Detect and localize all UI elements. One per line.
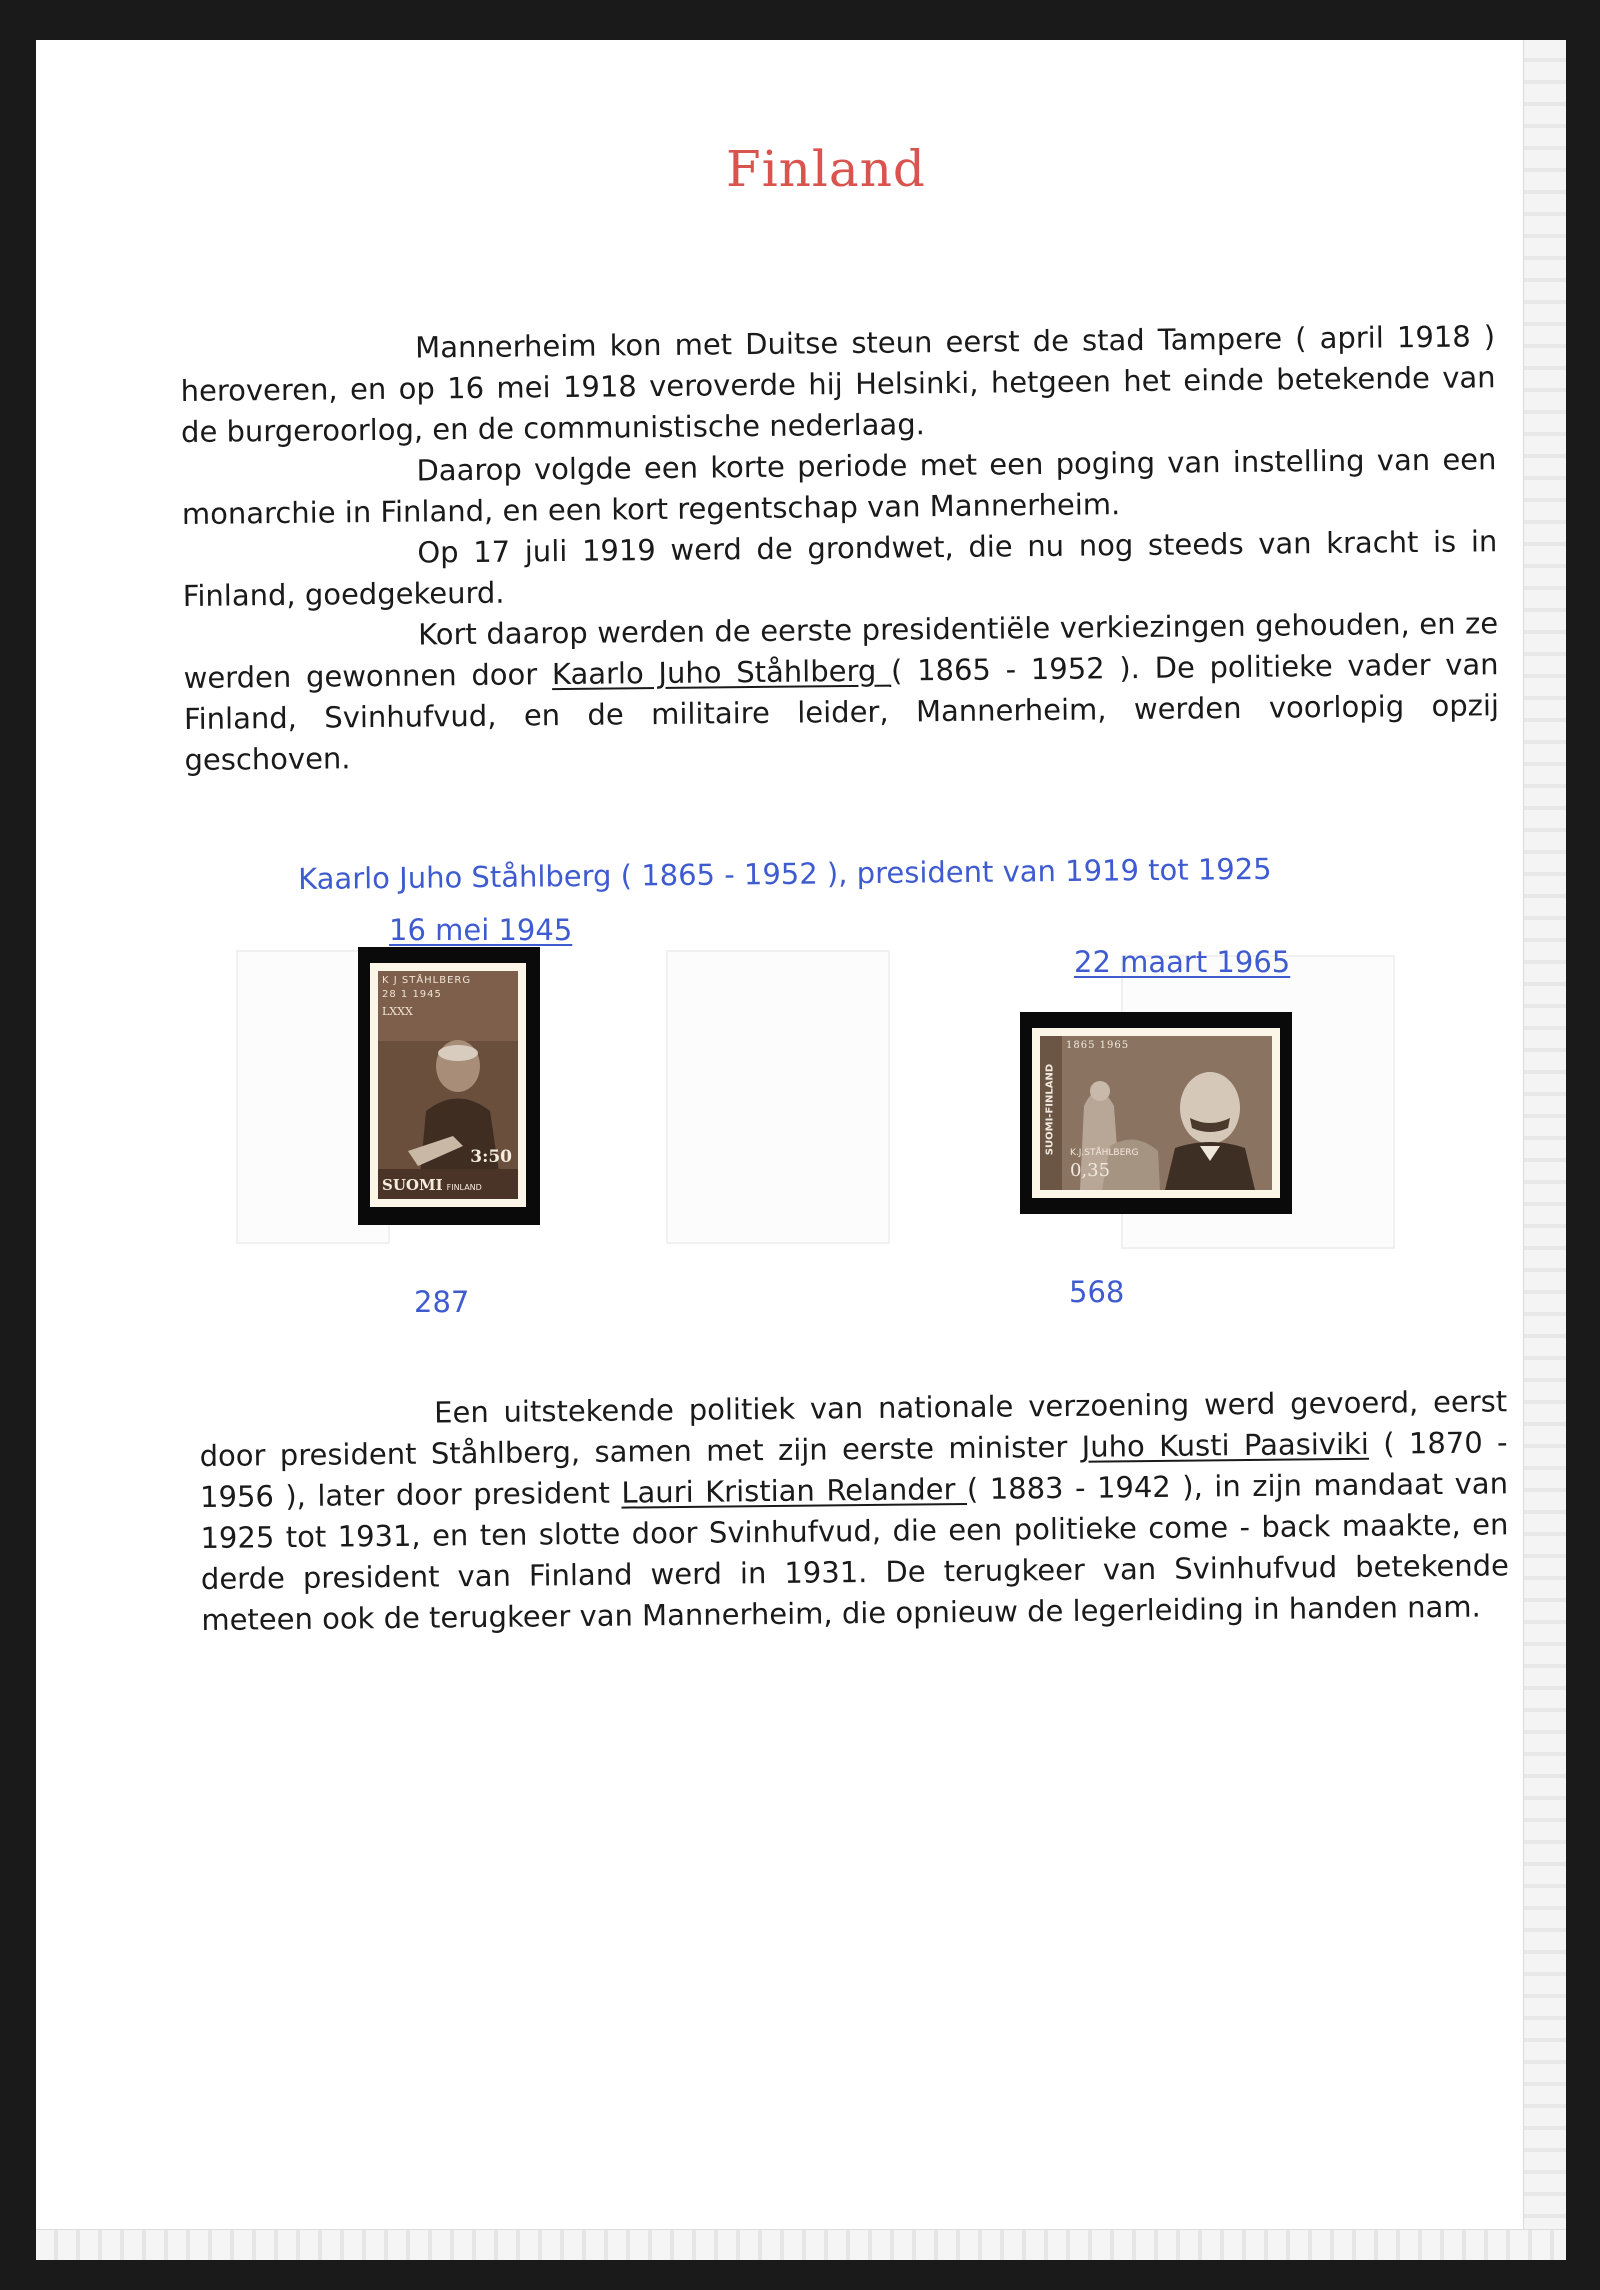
stamp-1-catalog-number: 287 xyxy=(414,1285,470,1319)
person-name: Lauri Kristian Relander xyxy=(621,1471,968,1510)
stamp-2-date: 22 maart 1965 xyxy=(1074,945,1291,979)
stamp-value: 0,35 xyxy=(1070,1160,1111,1181)
stamp-value: 3:50 xyxy=(470,1147,512,1167)
stamp-country xyxy=(382,1176,482,1195)
paragraph xyxy=(183,603,1500,781)
paragraph-text: Een uitstekende politiek van nationale verzoening werd gevoerd, eerst door president Ståhlberg, samen met zijn eerste minister xyxy=(199,1384,1508,1473)
closing-text xyxy=(199,1381,1510,1641)
stamp-years: 1865 1965 xyxy=(1066,1040,1130,1051)
stamp-country-suomi: SUOMI xyxy=(382,1176,443,1194)
paragraph: Op 17 juli 1919 werd de grondwet, die nu nog steeds van kracht is in Finland, goedgekeurd. xyxy=(182,524,1498,613)
stamp-mount xyxy=(1020,1012,1292,1214)
stamp-mount xyxy=(358,947,540,1225)
paragraph-text: ( 1883 - 1942 ), in zijn mandaat van 1925 tot 1931, en ten slotte door Svinhufvud, die een politieke come - back maakte, en derde president van Finland werd in 1931. De terugkeer van Svinhufvud betekende meteen ook de terugkeer van Mannerheim, die opnieuw de legerleiding in handen nam. xyxy=(200,1466,1510,1637)
stamp-text-name: K J STÅHLBERG xyxy=(382,975,472,986)
stamp-1965-stahlberg xyxy=(1032,1028,1280,1198)
stamp-text-roman: LXXX xyxy=(382,1005,413,1018)
stamp-2-catalog-number: 568 xyxy=(1069,1275,1125,1309)
paragraph-text: ( 1870 - 1956 ), later door president xyxy=(199,1425,1508,1514)
intro-text xyxy=(180,316,1500,781)
binder-edge xyxy=(1523,40,1566,2260)
paragraph xyxy=(199,1381,1510,1641)
page-title: Finland xyxy=(726,140,926,198)
paragraph-text: ( 1865 - 1952 ). De politieke vader van Finland, Svinhufvud, en de militaire leider, Mannerheim, werden voorlopig opzij geschoven. xyxy=(183,647,1500,777)
stamp-image-area xyxy=(1040,1036,1272,1190)
album-page xyxy=(36,40,1566,2260)
stamp-1945-stahlberg xyxy=(370,963,526,1207)
stamp-side-country: SUOMI-FINLAND xyxy=(1044,1063,1056,1156)
paragraph-text: Kort daarop werden de eerste presidentiële verkiezingen gehouden, en ze werden gewonnen door xyxy=(183,606,1499,695)
ghost-mount xyxy=(666,950,890,1244)
stamp-image-area xyxy=(378,971,518,1199)
stamp-text-name: K.J.STÅHLBERG xyxy=(1070,1148,1139,1158)
paragraph: Mannerheim kon met Duitse steun eerst de stad Tampere ( april 1918 ) heroveren, en op 16 mei 1918 veroverde hij Helsinki, hetgeen het einde betekende van de burgeroorlog, en de communistische nederlaag. xyxy=(180,319,1496,449)
binder-bottom-edge xyxy=(36,2229,1566,2260)
stamp-country-finland: FINLAND xyxy=(446,1183,482,1192)
stamp-text-date: 28 1 1945 xyxy=(382,989,442,1000)
person-name: Kaarlo Juho Ståhlberg xyxy=(551,653,892,692)
paragraph: Daarop volgde een korte periode met een poging van instelling van een monarchie in Finland, en een kort regentschap van Mannerheim. xyxy=(181,442,1497,531)
stamp-1-date: 16 mei 1945 xyxy=(389,913,573,947)
person-name: Juho Kusti Paasiviki xyxy=(1081,1426,1370,1464)
stamp-caption: Kaarlo Juho Ståhlberg ( 1865 - 1952 ), president van 1919 tot 1925 xyxy=(298,851,1272,896)
